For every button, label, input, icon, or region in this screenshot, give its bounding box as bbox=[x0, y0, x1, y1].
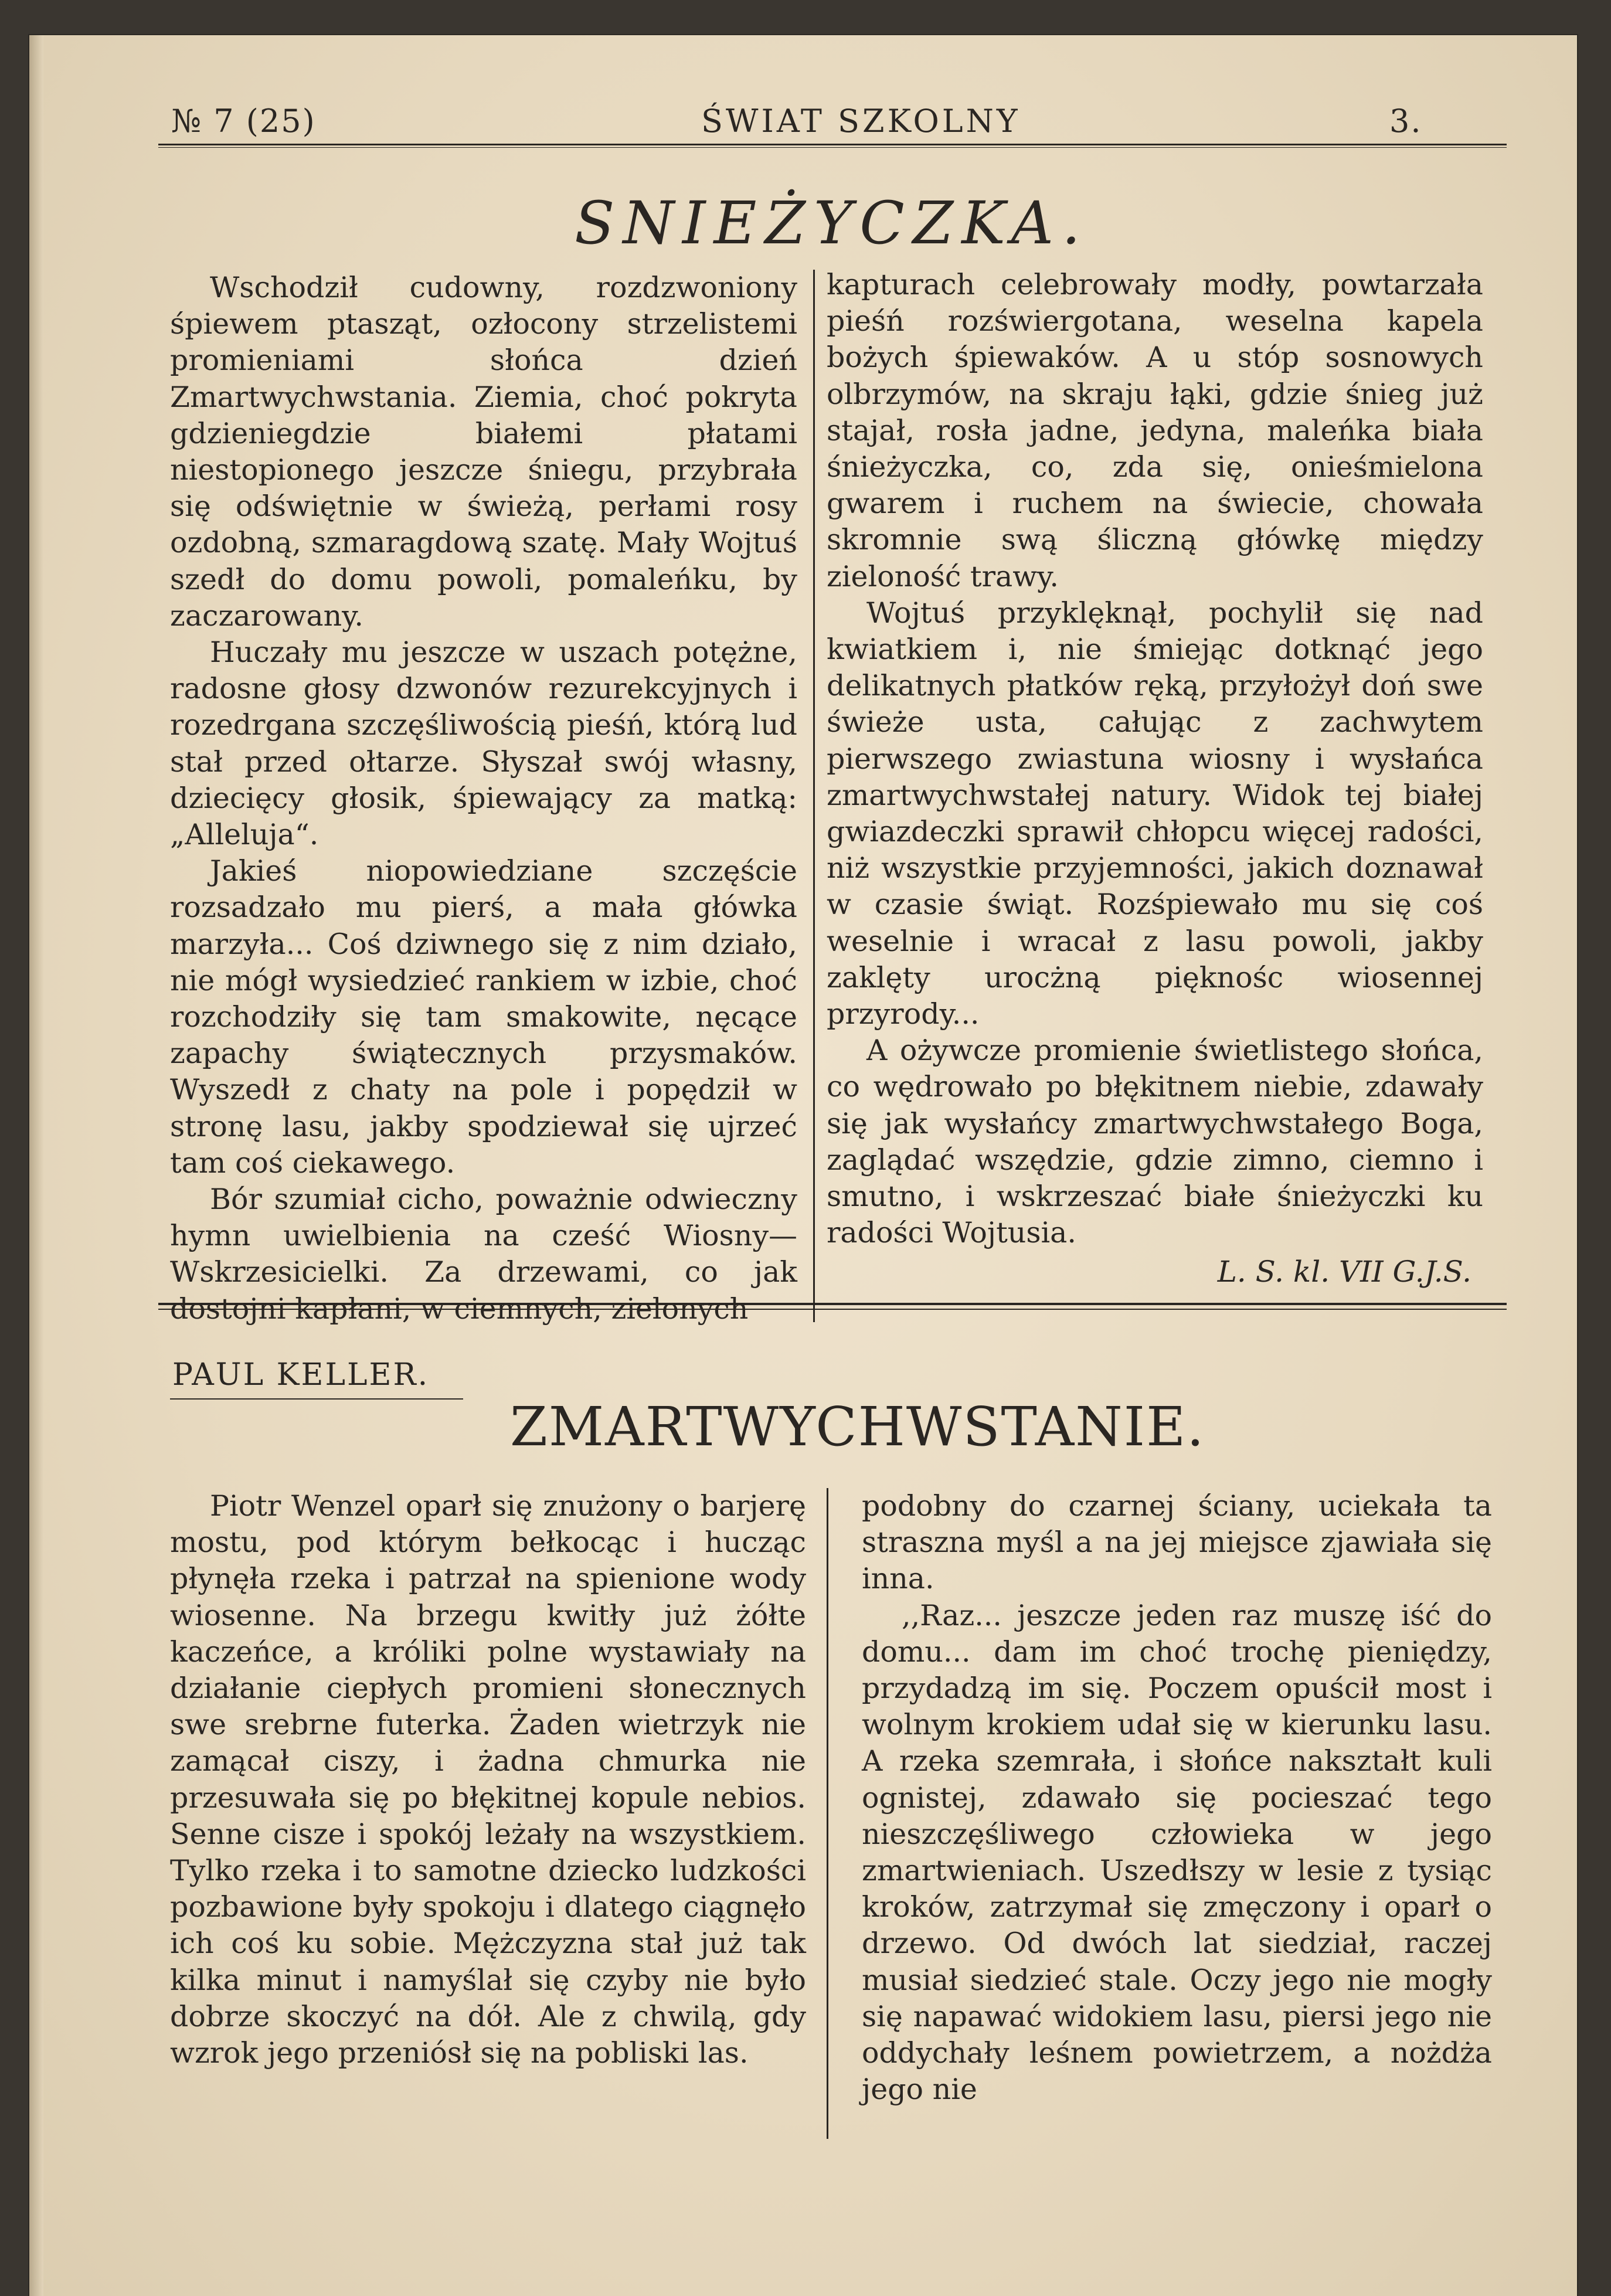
header-rule-thin bbox=[158, 147, 1507, 148]
section-rule bbox=[158, 1303, 1507, 1305]
newspaper-page bbox=[29, 35, 1577, 2296]
header-rule bbox=[158, 144, 1507, 145]
story1-paragraph: A ożywcze promienie świetlistego słońca, co wędrowało po błękitnem niebie, zdawały się jak wysłańcy zmartwychwstałego Boga, zaglądać wszędzie, gdzie zimno, ciemno i smutno, i wskrzeszać białe śnieżyczki ku radości Wojtusia. bbox=[827, 1034, 1483, 1250]
story2-column-right bbox=[862, 1488, 1492, 2108]
column-divider bbox=[827, 1488, 828, 2139]
story1-column-left bbox=[170, 270, 797, 1327]
column-divider bbox=[813, 270, 815, 1322]
story1-paragraph: Jakieś niopowiedziane szczęście rozsadzało mu pierś, a mała główka marzyła... Coś dziwnego się z nim działo, nie mógł wysiedzieć rankiem w izbie, choć rozchodziły się tam smakowite, nęcące zapachy świątecznych przysmaków. Wyszedł z chaty na pole i popędził w stronę lasu, jakby spodziewał się ujrzeć tam coś ciekawego. bbox=[170, 854, 797, 1180]
story-title-snowdrop: SNIEŻYCZKA. bbox=[575, 189, 1089, 257]
story2-paragraph: podobny do czarnej ściany, uciekała ta straszna myśl a na jej miejsce zjawiała się inna. bbox=[862, 1489, 1492, 1596]
story1-paragraph: Bór szumiał cicho, poważnie odwieczny hymn uwielbienia na cześć Wiosny— Wskrzesicielki. Za drzewami, co jak w bbox=[170, 1183, 797, 1326]
section-rule-thin bbox=[158, 1309, 1507, 1310]
issue-number: № 7 (25) bbox=[171, 103, 316, 140]
journal-title: ŚWIAT SZKOLNY bbox=[701, 103, 1021, 140]
story-title-resurrection: ZMARTWYCHWSTANIE. bbox=[510, 1395, 1205, 1458]
story1-paragraph: Wojtuś przyklęknął, pochylił się nad kwiatkiem i, nie śmiejąc dotknąć jego delikatnych płatków ręką, przyłożył doń swe świeże usta, całując z zachwytem pierwszego zwiastuna wiosny i wysłańca zmartwychwstałej natury. Widok tej białej gwiazdeczki sprawił chłopcu więcej radości, niż wszystkie przyjemności, jakich doznawał w czasie świąt. Rozśpiewało mu się coś weselnie i wracał z lasu powoli, jakby zaklęty urocżną pięknośc wiosennej przyrody... bbox=[827, 596, 1483, 1031]
page-spine-shadow bbox=[29, 35, 43, 2296]
story1-column-right bbox=[827, 267, 1483, 1292]
story1-paragraph: Wschodził cudowny, rozdzwoniony śpiewem ptasząt, ozłocony strzelistemi promieniami słońca dzień Zmartwychwstania. Ziemia, choć pokryta gdzieniegdzie białemi płatami niestopionego jeszcze śniegu, przybrała się odświętnie w świeżą, perłami rosy ozdobną, szmaragdową szatę. Mały Wojtuś szedł do domu powoli, pomaleńku, by zaczarowany. bbox=[170, 271, 797, 633]
story1-paragraph: Huczały mu jeszcze w uszach potężne, radosne głosy dzwonów rezurekcyjnych i rozedrgana szczęśliwością pieśń, którą lud stał przed ołtarze. Słyszał swój własny, dziecięcy głosik, śpiewający za matką: „Alleluja“. bbox=[170, 636, 797, 852]
story2-author: PAUL KELLER. bbox=[172, 1357, 430, 1392]
story2-paragraph: Piotr Wenzel oparł się znużony o barjerę mostu, pod którym bełkocąc i hucząc płynęła rzeka i patrzał na spienione wody wiosenne. Na brzegu kwitły już żółte kaczeńce, a króliki polne wystawiały na działanie ciepłych promieni słonecznych swe srebrne futerka. Żaden wietrzyk nie zamącał ciszy, i żadna chmurka nie przesuwała się po błękitnej kopule nebios. Senne cisze i spokój leżały na wszystkiem. Tylko rzeka i to samotne dziecko ludzkości pozbawione były spokoju i dlatego ciągnęło ich coś ku sobie. Mężczyzna stał już tak kilka minut i namyślał się czyby nie było dobrze skoczyć na dół. Ale z chwilą, gdy wzrok jego przeniósł się na pobliski las. bbox=[170, 1489, 806, 2070]
page-number: 3. bbox=[1389, 103, 1422, 140]
story1-signature: L. S. kl. VII G.J.S. bbox=[1217, 1255, 1471, 1289]
author-underline bbox=[170, 1398, 463, 1400]
story1-paragraph: kapturach celebrowały modły, powtarzała pieśń rozświergotana, weselna kapela bożych śpiewaków. A u stóp sosnowych olbrzymów, na skraju łąki, gdzie śnieg już stajał, rosła jadne, jedyna, maleńka biała śnieżyczka, co, zda się, onieśmielona gwarem i ruchem na świecie, chowała skromnie swą śliczną główkę między zieloność trawy. bbox=[827, 268, 1483, 593]
story2-column-left bbox=[170, 1488, 806, 2071]
story2-paragraph: ,,Raz... jeszcze jeden raz muszę iść do domu... dam im choć trochę pieniędzy, przydadzą im się. Poczem opuścił most i wolnym krokiem udał się w kierunku lasu. A rzeka szemrała, i słońce nakształt kuli ognistej, zdawało się pocieszać tego nieszczęśliwego człowieka w jego zmartwieniach. Uszedłszy w lesie z tysiąc kroków, zatrzymał się zmęczony i oparł o drzewo. Od dwóch lat siedział, raczej musiał siedzieć stale. Oczy jego nie mogły się napawać widokiem lasu, piersi jego nie oddychały leśnem powietrzem, a nożdża jego nie bbox=[862, 1598, 1492, 2107]
